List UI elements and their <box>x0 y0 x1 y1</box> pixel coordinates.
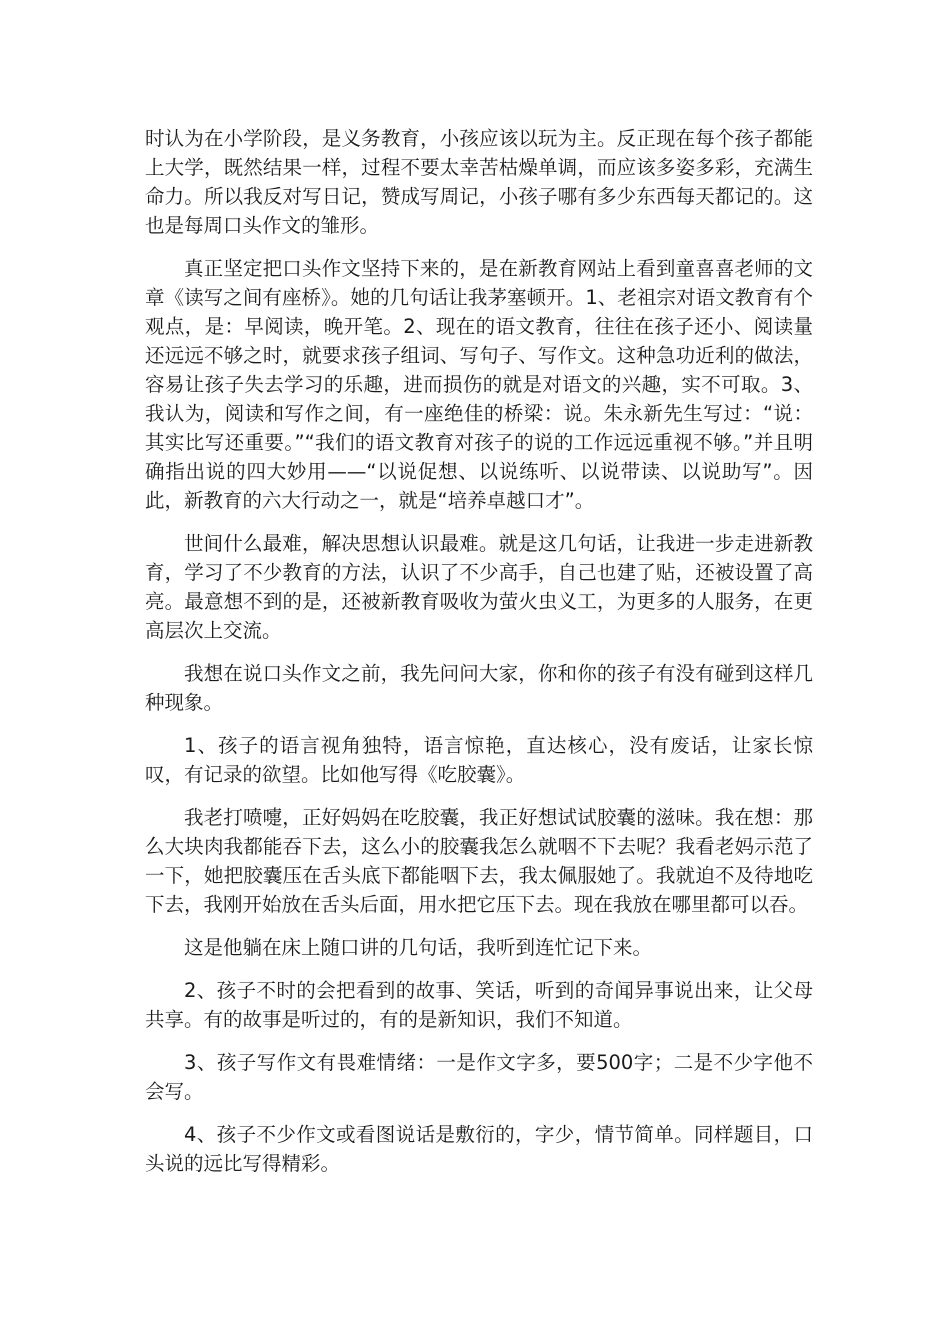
paragraph-6: 我老打喷嚏，正好妈妈在吃胶囊，我正好想试试胶囊的滋味。我在想：那么大块肉我都能吞下去，这么小的胶囊我怎么就咽不下去呢？我看老妈示范了一下，她把胶囊压在舌头底下都能咽下去，我太佩服她了。我就迫不及待地吃下去，我刚开始放在舌头后面，用水把它压下去。现在我放在哪里都可以吞。 <box>145 806 813 916</box>
paragraph-7: 这是他躺在床上随口讲的几句话，我听到连忙记下来。 <box>184 936 653 959</box>
paragraph-5: 1、孩子的语言视角独特，语言惊艳，直达核心，没有废话，让家长惊叹，有记录的欲望。比如他写得《吃胶囊》。 <box>145 734 813 786</box>
paragraph-3: 世间什么最难，解决思想认识最难。就是这几句话，让我进一步走进新教育，学习了不少教育的方法，认识了不少高手，自己也建了贴，还被设置了高亮。最意想不到的是，还被新教育吸收为萤火虫义工，为更多的人服务，在更高层次上交流。 <box>145 532 813 642</box>
paragraph-4: 我想在说口头作文之前，我先问问大家，你和你的孩子有没有碰到这样几种现象。 <box>145 662 813 714</box>
paragraph-2: 真正坚定把口头作文坚持下来的，是在新教育网站上看到童喜喜老师的文章《读写之间有座桥》。她的几句话让我茅塞顿开。1、老祖宗对语文教育有个观点，是：早阅读，晚开笔。2、现在的语文教育，往往在孩子还小、阅读量还远远不够之时，就要求孩子组词、写句子、写作文。这种急功近利的做法，容易让孩子失去学习的乐趣，进而损伤的就是对语文的兴趣，实不可取。3、我认为，阅读和写作之间，有一座绝佳的桥梁：说。朱永新先生写过：“说：其实比写还重要。”“我们的语文教育对孩子的说的工作远远重视不够。”并且明确指出说的四大妙用——“以说促想、以说练听、以说带读、以说助写”。因此，新教育的六大行动之一，就是“培养卓越口才”。 <box>145 257 813 512</box>
paragraph-10: 4、孩子不少作文或看图说话是敷衍的，字少，情节简单。同样题目，口头说的远比写得精彩。 <box>145 1123 813 1175</box>
document-body <box>145 124 813 1192</box>
paragraph-8: 2、孩子不时的会把看到的故事、笑话，听到的奇闻异事说出来，让父母共享。有的故事是听过的，有的是新知识，我们不知道。 <box>145 979 813 1031</box>
paragraph-9: 3、孩子写作文有畏难情绪：一是作文字多，要500字；二是不少字他不会写。 <box>145 1051 813 1103</box>
paragraph-1: 时认为在小学阶段，是义务教育，小孩应该以玩为主。反正现在每个孩子都能上大学，既然结果一样，过程不要太幸苦枯燥单调，而应该多姿多彩，充满生命力。所以我反对写日记，赞成写周记，小孩子哪有多少东西每天都记的。这也是每周口头作文的雏形。 <box>145 127 813 237</box>
